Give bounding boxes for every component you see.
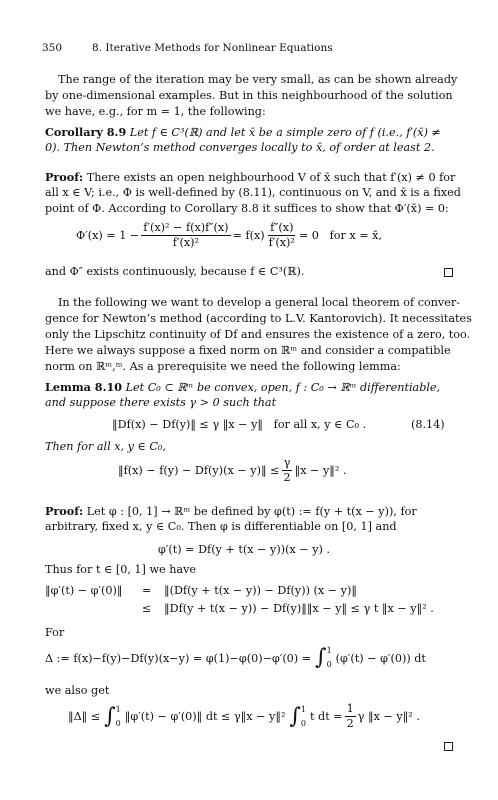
eq4-integral-1 (104, 703, 121, 731)
proof2-for: For (45, 626, 65, 639)
qed-box-1 (444, 268, 453, 277)
eq-fraction-1-denominator: f′(x)² (172, 236, 200, 249)
eq4-limits-1 (116, 703, 121, 731)
corollary-line-1 (45, 125, 441, 139)
lemma-eq2-rhs: ‖x − y‖² . (294, 464, 347, 477)
lemma-then: Then for all x, y ∈ C₀, (45, 440, 166, 453)
proof2-line-1 (45, 504, 417, 518)
integral-sign: ∫ (315, 645, 327, 670)
p2-line-5: norm on ℝᵐ,ᵐ. As a prerequisite we need the following lemma: (45, 360, 401, 373)
p1-line-1: The range of the iteration may be very small, as can be shown already (58, 73, 458, 86)
integral-sign: ∫ (289, 703, 301, 729)
lemma-equation-1: ‖Df(x) − Df(y)‖ ≤ γ ‖x − y‖ for all x, y ∈ C₀ . (112, 418, 367, 431)
chapter-title: 8. Iterative Methods for Nonlinear Equations (92, 42, 333, 54)
proof2-eq2a-op: = (142, 584, 152, 597)
eq4-rhs: γ ‖x − y‖² . (357, 710, 420, 723)
proof2-eq2a-rhs: ‖(Df(y + t(x − y)) − Df(y)) (x − y)‖ (164, 584, 357, 597)
lemma-equation-2 (118, 456, 347, 485)
eq-fraction-2 (267, 221, 297, 250)
proof2-text-1: Let φ : [0, 1] → ℝᵐ be defined by φ(t) := f(y + t(x − y)), for (86, 505, 417, 518)
proof2-thus: Thus for t ∈ [0, 1] we have (45, 563, 197, 576)
eq-fraction-1-numerator: f′(x)² − f(x)f″(x) (143, 221, 229, 234)
eq4-lhs: ‖Δ‖ ≤ (68, 710, 101, 723)
proof1-line-1 (45, 170, 455, 184)
lemma-line-1 (45, 380, 440, 394)
lemma-eq2-lhs: ‖f(x) − f(y) − Df(y)(x − y)‖ ≤ (118, 464, 280, 477)
eq3-rhs: (φ′(t) − φ′(0)) dt (335, 651, 426, 665)
proof1-after: and Φ″ exists continuously, because f ∈ C³(ℝ). (45, 265, 305, 278)
eq-fraction-1 (141, 221, 230, 250)
eq-mid: = f(x) (232, 229, 265, 242)
eq4-t: t dt = (310, 710, 343, 723)
eq4-upper-limit-2: 1 (300, 704, 306, 714)
eq3-lhs: Δ := f(x)−f(y)−Df(y)(x−y) = φ(1)−φ(0)−φ′(0) = (45, 651, 312, 665)
p1-line-3: we have, e.g., for m = 1, the following: (45, 105, 266, 118)
lemma-label: Lemma 8.10 (45, 380, 123, 394)
eq4-mid: ‖φ′(t) − φ′(0)‖ dt ≤ γ‖x − y‖² (124, 710, 286, 723)
eq-lhs: Φ′(x) = 1 − (76, 229, 140, 242)
proof1-text-3: point of Φ. According to Corollary 8.8 it suffices to show that Φ′(x̄) = 0: (45, 202, 449, 215)
corollary-text-2: 0). Then Newton’s method converges locally to x̄, of order at least 2. (45, 141, 435, 154)
proof2-label: Proof: (45, 504, 84, 518)
equation-number-8-14: (8.14) (411, 418, 445, 431)
lemma-text-1: Let C₀ ⊂ ℝᵐ be convex, open, f : C₀ → ℝᵐ differentiable, (125, 381, 441, 394)
eq3-upper-limit: 1 (326, 646, 332, 655)
p1-line-2: by one-dimensional examples. But in this neighbourhood of the solution (45, 89, 453, 102)
p2-line-1: In the following we want to develop a general local theorem of conver- (58, 296, 460, 309)
lemma-text-2: and suppose there exists γ > 0 such that (45, 396, 277, 409)
eq-fraction-2-numerator: f″(x) (270, 221, 294, 234)
proof2-equation-1: φ′(t) = Df(y + t(x − y))(x − y) . (158, 543, 331, 556)
proof2-eq2b-op: ≤ (142, 602, 152, 615)
lemma-eq2-denominator: 2 (283, 471, 291, 484)
p2-line-3: only the Lipschitz continuity of Df and ensures the existence of a zero, too. (45, 328, 471, 341)
proof2-text-2: arbitrary, fixed x, y ∈ C₀. Then φ is differentiable on [0, 1] and (45, 520, 397, 533)
integral-sign: ∫ (104, 703, 116, 729)
proof2-eq2b-rhs: ‖Df(y + t(x − y)) − Df(y)‖‖x − y‖ ≤ γ t ‖x − y‖² . (164, 602, 434, 615)
eq3-limits (327, 644, 332, 672)
proof1-text-1: There exists an open neighbourhood V of x̄ such that f′(x) ≠ 0 for (86, 171, 456, 184)
proof1-text-2: all x ∈ V; i.e., Φ is well-defined by (8.11), continuous on V, and x̄ is a fixed (45, 186, 461, 199)
proof2-also: we also get (45, 684, 110, 697)
eq4-numerator: 1 (346, 702, 354, 715)
proof2-eq2a-lhs: ‖φ′(t) − φ′(0)‖ (45, 584, 123, 597)
eq4-integral-2 (289, 703, 306, 731)
lemma-eq2-fraction (281, 456, 292, 485)
p2-line-2: gence for Newton’s method (according to L.V. Kantorovich). It necessitates (45, 312, 472, 325)
eq-fraction-2-denominator: f′(x)² (268, 236, 295, 249)
proof1-equation (76, 221, 382, 250)
corollary-label: Corollary 8.9 (45, 125, 127, 139)
eq4-denominator: 2 (346, 717, 354, 730)
p2-line-4: Here we always suppose a fixed norm on ℝᵐ and consider a compatible (45, 344, 451, 357)
lemma-eq2-numerator: γ (283, 456, 291, 469)
proof2-equation-3 (45, 644, 426, 672)
proof2-equation-4 (68, 702, 420, 731)
eq4-lower-limit-1: 0 (115, 718, 121, 728)
proof1-label: Proof: (45, 170, 84, 184)
eq3-integral (315, 644, 332, 672)
eq3-lower-limit: 0 (326, 660, 332, 669)
eq4-fraction (345, 702, 356, 731)
page-number: 350 (42, 42, 63, 54)
qed-box-2 (444, 742, 453, 751)
corollary-text-1: Let f ∈ C³(ℝ) and let x̄ be a simple zero of f (i.e., f′(x̄) ≠ (129, 126, 441, 139)
eq4-limits-2 (301, 703, 306, 731)
eq4-upper-limit-1: 1 (115, 704, 121, 714)
eq4-lower-limit-2: 0 (300, 718, 306, 728)
eq-rhs: = 0 for x = x̄, (298, 229, 383, 242)
